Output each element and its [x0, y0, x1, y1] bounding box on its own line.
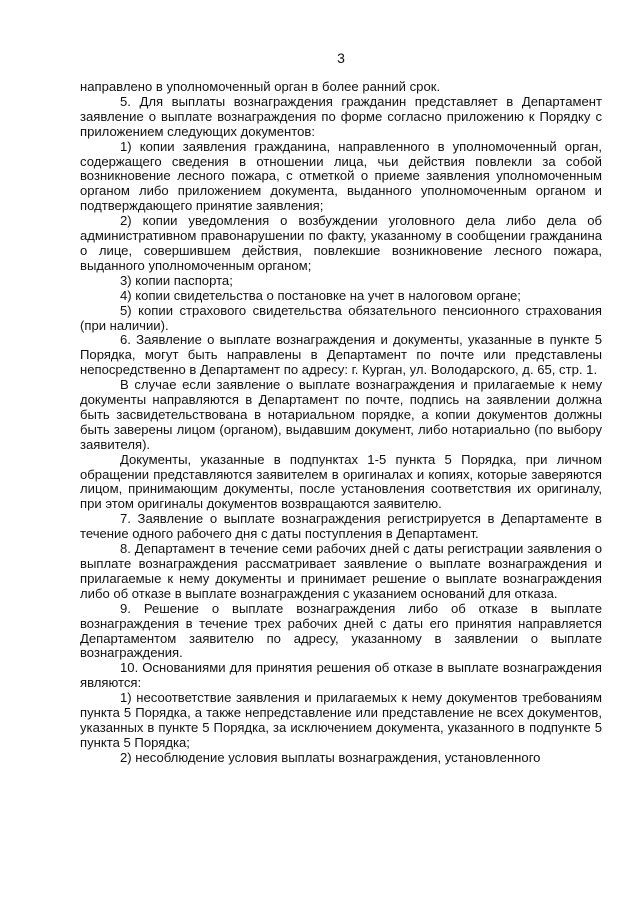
subitem-5-3: 3) копии паспорта;	[120, 272, 233, 288]
subitem-10-2: 2) несоблюдение условия выплаты вознаграждения, установленного	[120, 749, 541, 765]
paragraph-item-6-postal: В случае если заявление о выплате вознаграждения и прилагаемые к нему документы направляются в Департамент по почте, подпись на заявлении должна быть засвидетельствована в нотариальном порядке, а копии документов должны быть заверены лицом (органом), выдавшим документ, либо нотариально (по выбору заявителя).	[80, 377, 602, 452]
document-page	[80, 50, 602, 766]
paragraph-item-10: 10. Основаниями для принятия решения об отказе в выплате вознаграждения являются:	[80, 660, 602, 691]
page-number: 3	[337, 50, 345, 66]
paragraph-item-7: 7. Заявление о выплате вознаграждения регистрируется в Департаменте в течение одного рабочего дня с даты поступления в Департамент.	[80, 511, 602, 542]
subitem-5-5: 5) копии страхового свидетельства обязательного пенсионного страхования (при наличии).	[80, 302, 602, 333]
paragraph-item-6: 6. Заявление о выплате вознаграждения и документы, указанные в пункте 5 Порядка, могут быть направлены в Департамент по почте или представлены непосредственно в Департамент по адресу: г. Курган, ул. Володарского, д. 65, стр. 1.	[80, 332, 602, 378]
paragraph-item-8: 8. Департамент в течение семи рабочих дней с даты регистрации заявления о выплате вознаграждения рассматривает заявление о выплате вознаграждения и прилагаемые к нему документы и принимает решение о выплате вознаграждения либо об отказе в выплате вознаграждения с указанием оснований для отказа.	[80, 541, 602, 601]
subitem-5-2: 2) копии уведомления о возбуждении уголовного дела либо дела об административном правонарушении по факту, указанному в сообщении гражданина о лице, совершившем действия, повлекшие возникновение лесного пожара, выданного уполномоченным органом;	[80, 213, 602, 273]
subitem-10-1: 1) несоответствие заявления и прилагаемых к нему документов требованиям пункта 5 Порядка, а также непредставление или представление не всех документов, указанных в пункте 5 Порядка, за исключением документа, указанного в подпункте 5 пункта 5 Порядка;	[80, 690, 602, 750]
subitem-5-4: 4) копии свидетельства о постановке на учет в налоговом органе;	[120, 287, 521, 303]
paragraph-continuation: направлено в уполномоченный орган в более ранний срок.	[80, 79, 441, 94]
paragraph-item-5: 5. Для выплаты вознаграждения гражданин представляет в Департамент заявление о выплате вознаграждения по форме согласно приложению к Порядку с приложением следующих документов:	[80, 93, 602, 139]
paragraph-item-9: 9. Решение о выплате вознаграждения либо об отказе в выплате вознаграждения в течение трех рабочих дней с даты его принятия направляется Департаментом заявителю по адресу, указанному в заявлении о выплате вознаграждения.	[80, 600, 602, 661]
paragraph-item-6-personal: Документы, указанные в подпунктах 1-5 пункта 5 Порядка, при личном обращении представляются заявителем в оригиналах и копиях, которые заверяются лицом, принимающим документы, после установления соответствия их оригиналу, при этом оригиналы документов возвращаются заявителю.	[80, 451, 602, 512]
subitem-5-1: 1) копии заявления гражданина, направленного в уполномоченный орган, содержащего сведения в отношении лица, чьи действия повлекли за собой возникновение лесного пожара, с отметкой о приеме заявления уполномоченным органом либо приложением документа, выданного уполномоченным органом и подтверждающего принятие заявления;	[80, 138, 602, 214]
